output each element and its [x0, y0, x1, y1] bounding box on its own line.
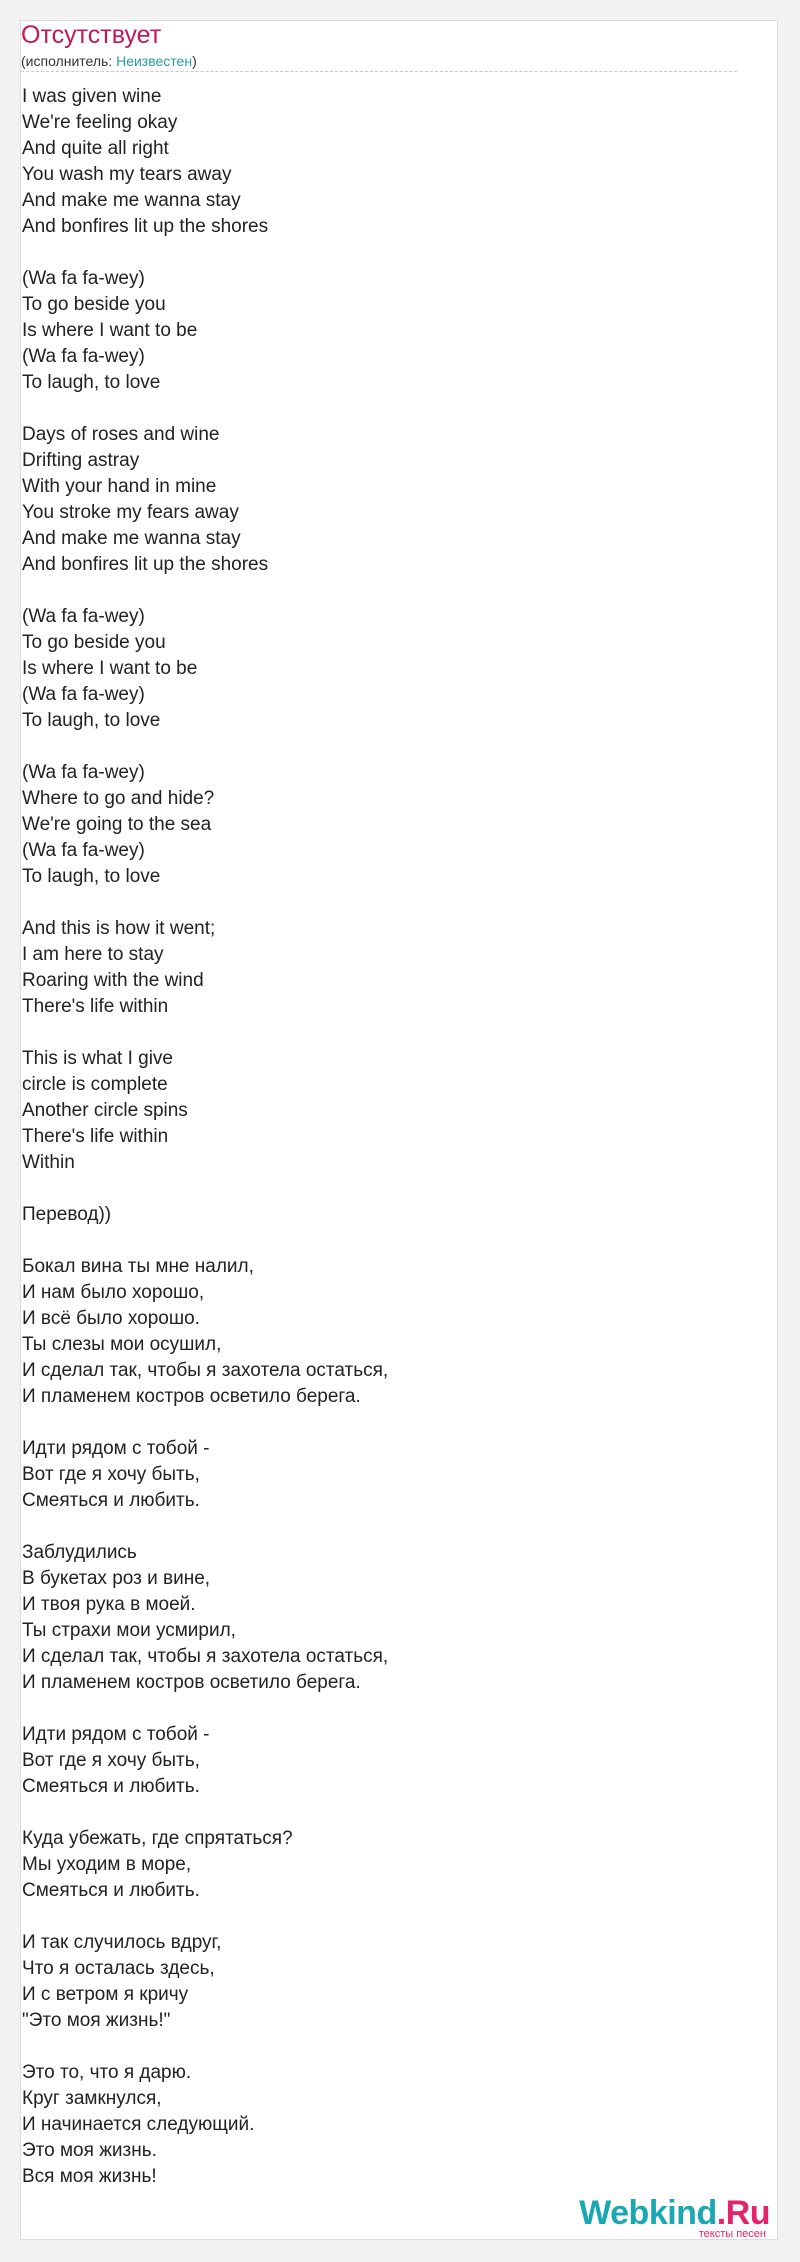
lyric-line: Ты страхи мои усмирил, — [22, 1620, 236, 1641]
logo-tagline: тексты песен — [698, 2228, 766, 2240]
lyric-line: (Wa fa fa-wey) — [22, 840, 145, 861]
lyric-line: Is where I want to be — [22, 320, 198, 341]
lyric-line: And bonfires lit up the shores — [22, 216, 269, 237]
lyric-line: Это то, что я дарю. — [22, 2062, 192, 2083]
lyric-line: circle is complete — [22, 1074, 168, 1095]
lyric-line: We're feeling okay — [22, 112, 178, 133]
lyric-line: И пламенем костров осветило берега. — [22, 1672, 361, 1693]
blank-line — [22, 396, 738, 422]
lyric-line: В букетах роз и вине, — [22, 1568, 211, 1589]
lyric-line: We're going to the sea — [22, 814, 212, 835]
lyric-line: And bonfires lit up the shores — [22, 554, 269, 575]
blank-line — [22, 890, 738, 916]
lyric-line: Перевод)) — [22, 1204, 112, 1225]
lyric-line: To laugh, to love — [22, 866, 161, 887]
lyric-line: Is where I want to be — [22, 658, 198, 679]
lyric-line: (Wa fa fa-wey) — [22, 268, 145, 289]
lyric-line: (Wa fa fa-wey) — [22, 606, 145, 627]
lyric-line: Бокал вина ты мне налил, — [22, 1256, 254, 1277]
blank-line — [22, 1176, 738, 1202]
artist-suffix: ) — [192, 53, 197, 69]
lyric-line: И так случилось вдруг, — [22, 1932, 222, 1953]
lyric-line: And this is how it went; — [22, 918, 216, 939]
lyric-line: И пламенем костров осветило берега. — [22, 1386, 361, 1407]
lyric-line: To go beside you — [22, 632, 166, 653]
header-divider — [21, 71, 737, 72]
lyric-line: Вот где я хочу быть, — [22, 1464, 200, 1485]
lyric-line: (Wa fa fa-wey) — [22, 762, 145, 783]
blank-line — [22, 2034, 738, 2060]
song-title: Отсутствует — [21, 21, 162, 49]
lyric-line: Where to go and hide? — [22, 788, 215, 809]
lyric-line: И начинается следующий. — [22, 2114, 255, 2135]
lyric-line: (Wa fa fa-wey) — [22, 346, 145, 367]
lyric-line: I was given wine — [22, 86, 162, 107]
blank-line — [22, 240, 738, 266]
logo-wordmark: Webkind.Ru — [579, 2194, 770, 2232]
artist-link[interactable]: Неизвестен — [116, 53, 193, 69]
webkind-logo[interactable] — [579, 2196, 770, 2240]
artist-prefix: (исполнитель: — [21, 53, 117, 69]
blank-line — [22, 1904, 738, 1930]
lyric-line: Смеяться и любить. — [22, 1490, 200, 1511]
lyric-line: "Это моя жизнь!" — [22, 2010, 171, 2031]
lyric-line: Идти рядом с тобой - — [22, 1724, 210, 1745]
lyric-line: You wash my tears away — [22, 164, 232, 185]
blank-line — [22, 1800, 738, 1826]
blank-line — [22, 578, 738, 604]
lyric-line: There's life within — [22, 996, 169, 1017]
lyric-line: To laugh, to love — [22, 372, 161, 393]
blank-line — [22, 1228, 738, 1254]
song-header — [21, 20, 737, 70]
lyric-line: Куда убежать, где спрятаться? — [22, 1828, 293, 1849]
artist-line — [21, 52, 737, 70]
lyrics-text — [22, 84, 738, 2190]
lyric-line: Что я осталась здесь, — [22, 1958, 215, 1979]
lyric-line: Смеяться и любить. — [22, 1880, 200, 1901]
lyric-line: Смеяться и любить. — [22, 1776, 200, 1797]
lyric-line: And quite all right — [22, 138, 169, 159]
blank-line — [22, 1514, 738, 1540]
lyric-line: Drifting astray — [22, 450, 140, 471]
lyric-line: There's life within — [22, 1126, 169, 1147]
blank-line — [22, 734, 738, 760]
lyric-line: This is what I give — [22, 1048, 173, 1069]
lyric-line: Идти рядом с тобой - — [22, 1438, 210, 1459]
lyric-line: I am here to stay — [22, 944, 164, 965]
lyric-line: Это моя жизнь. — [22, 2140, 157, 2161]
lyric-line: И всё было хорошо. — [22, 1308, 200, 1329]
blank-line — [22, 1696, 738, 1722]
lyric-line: You stroke my fears away — [22, 502, 239, 523]
lyric-line: To laugh, to love — [22, 710, 161, 731]
lyric-line: Круг замкнулся, — [22, 2088, 162, 2109]
lyric-line: (Wa fa fa-wey) — [22, 684, 145, 705]
lyric-line: И сделал так, чтобы я захотела остаться, — [22, 1646, 389, 1667]
lyric-line: Вот где я хочу быть, — [22, 1750, 200, 1771]
blank-line — [22, 1020, 738, 1046]
lyric-line: Days of roses and wine — [22, 424, 220, 445]
lyric-line: Roaring with the wind — [22, 970, 204, 991]
lyric-line: And make me wanna stay — [22, 528, 241, 549]
lyric-line: Мы уходим в море, — [22, 1854, 192, 1875]
lyric-line: And make me wanna stay — [22, 190, 241, 211]
lyric-line: И твоя рука в моей. — [22, 1594, 196, 1615]
lyric-line: И сделал так, чтобы я захотела остаться, — [22, 1360, 389, 1381]
lyric-line: И с ветром я кричу — [22, 1984, 189, 2005]
lyric-line: Within — [22, 1152, 75, 1173]
lyric-line: Another circle spins — [22, 1100, 188, 1121]
lyric-line: Вся моя жизнь! — [22, 2166, 157, 2187]
lyric-line: Заблудились — [22, 1542, 137, 1563]
blank-line — [22, 1410, 738, 1436]
lyric-line: To go beside you — [22, 294, 166, 315]
lyric-line: Ты слезы мои осушил, — [22, 1334, 222, 1355]
lyric-line: И нам было хорошо, — [22, 1282, 205, 1303]
lyric-line: With your hand in mine — [22, 476, 217, 497]
